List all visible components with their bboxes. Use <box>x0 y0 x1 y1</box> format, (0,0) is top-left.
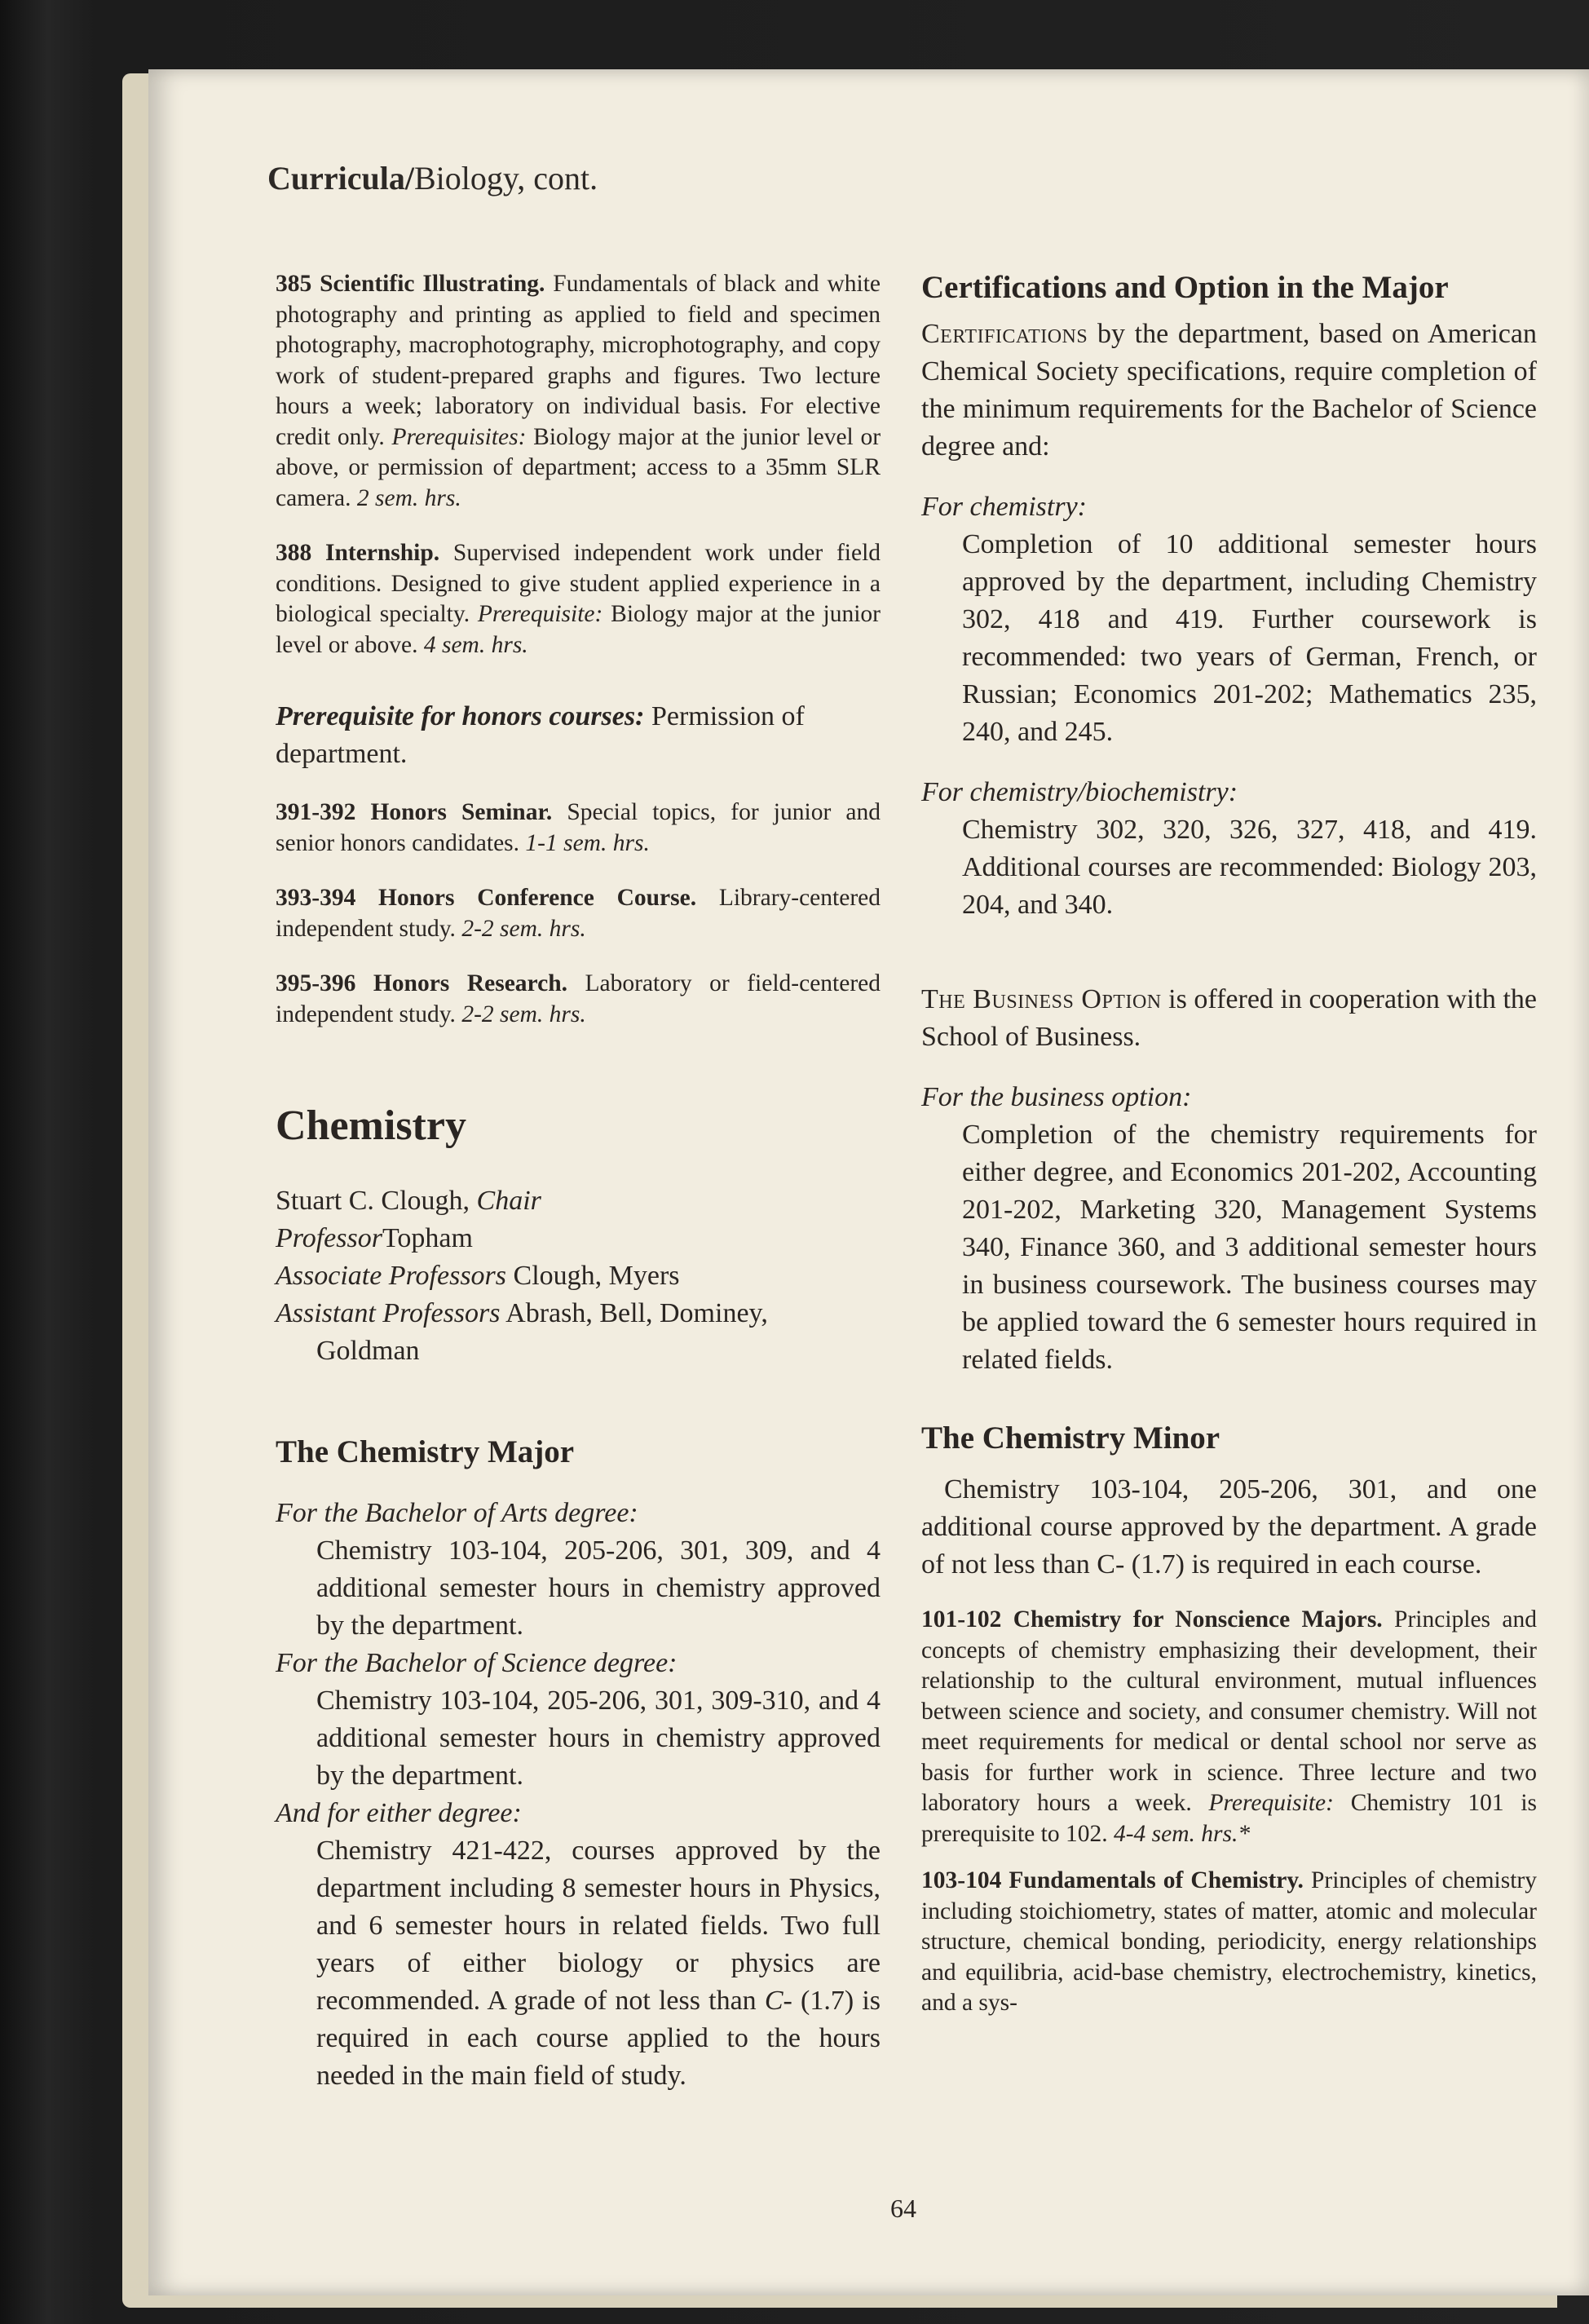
chemistry-cert <box>921 488 1537 751</box>
course-391 <box>276 797 881 859</box>
honors-prerequisite <box>276 698 881 773</box>
professor-names: Topham <box>382 1223 473 1253</box>
either-text-part2: (1.7) is required in each course applied to the hours needed in the main field of study. <box>316 1986 881 2091</box>
course-101-prereq-label: Prerequisite: <box>1208 1790 1334 1816</box>
course-385 <box>276 269 881 514</box>
course-395-body: Laboratory or field-centered independent study. <box>276 970 881 1027</box>
certifications-lead: Certifications <box>921 319 1088 349</box>
course-385-prereq-label: Prerequisites: <box>391 423 527 450</box>
business-requirements <box>921 1079 1537 1379</box>
course-101-prereq: Chemistry 101 is prerequisite to 102. <box>921 1790 1538 1847</box>
associate-names: Clough, Myers <box>513 1261 680 1291</box>
page-number: 64 <box>890 2194 916 2223</box>
course-101-title: 101-102 Chemistry for Nonscience Majors. <box>921 1606 1383 1633</box>
business-option-lead: The Business Option <box>921 984 1162 1014</box>
course-385-title: 385 Scientific Illustrating. <box>276 271 545 297</box>
associate-title: Associate Professors <box>276 1261 507 1291</box>
chemistry-cert-label: For chemistry: <box>921 492 1088 522</box>
business-option <box>921 981 1537 1056</box>
course-393-hours: 2-2 sem. hrs. <box>461 915 586 942</box>
course-395-title: 395-396 Honors Research. <box>276 970 567 996</box>
certifications-heading: Certifications and Option in the Major <box>921 270 1449 305</box>
minor-heading: The Chemistry Minor <box>921 1420 1220 1456</box>
course-388-prereq: Biology major at the junior level or above. <box>276 601 881 658</box>
honors-prereq-label: Prerequisite for honors courses: <box>276 701 645 731</box>
course-388 <box>276 538 881 661</box>
course-388-title: 388 Internship. <box>276 540 440 566</box>
course-391-body: Special topics, for junior and senior honors candidates. <box>276 799 881 856</box>
course-393-title: 393-394 Honors Conference Course. <box>276 885 697 911</box>
either-degree-label: And for either degree: <box>276 1798 522 1828</box>
course-385-hours: 2 sem. hrs. <box>356 484 461 511</box>
ba-degree-label: For the Bachelor of Arts degree: <box>276 1498 638 1528</box>
course-103 <box>921 1866 1537 2019</box>
running-head-section: Curricula/ <box>267 160 414 197</box>
course-391-title: 391-392 Honors Seminar. <box>276 799 553 825</box>
course-395-hours: 2-2 sem. hrs. <box>461 1001 586 1027</box>
course-385-prereq: Biology major at the junior level or above, or permission of department; access to a 35mm SLR camera. <box>276 423 881 511</box>
course-103-body: Principles of chemistry including stoichiometry, states of matter, atomic and molecular structure, chemical bonding, periodicity, energy relationships and equilibria, acid-base chemistry, electrochemistry, kinetics, and a sys- <box>921 1867 1537 2016</box>
professor-title: Professor <box>276 1223 382 1253</box>
course-103-title: 103-104 Fundamentals of Chemistry. <box>921 1867 1304 1893</box>
course-395 <box>276 969 881 1030</box>
left-column <box>276 269 881 2095</box>
course-101 <box>921 1605 1537 1849</box>
major-heading: The Chemistry Major <box>276 1434 575 1469</box>
business-req-text: Completion of the chemistry requirements for either degree, and Economics 201-202, Accounting 201-202, Marketing 320, Management Systems 340, Finance 360, and 3 additional semester hours in business coursework. The business courses may be applied toward the 6 semester hours required in related fields. <box>962 1120 1537 1375</box>
course-101-hours: 4-4 sem. hrs.* <box>1113 1820 1251 1847</box>
department-title: Chemistry <box>276 1102 466 1149</box>
biochem-cert <box>921 774 1537 924</box>
bs-degree-text: Chemistry 103-104, 205-206, 301, 309-310, and 4 additional semester hours in chemistry approved by the department. <box>316 1686 881 1791</box>
either-degree-text <box>276 1832 881 2095</box>
either-grade: C- <box>764 1986 792 2016</box>
course-101-body: Principles and concepts of chemistry emphasizing their development, their relationship to the cultural environment, mutual influences between science and society, and consumer chemistry. Will not meet requirements for medical or dental school nor serve as basis for further work in science. Three lecture and two laboratory hours a week. <box>921 1606 1537 1816</box>
course-388-hours: 4 sem. hrs. <box>423 631 528 658</box>
course-391-hours: 1-1 sem. hrs. <box>525 829 650 856</box>
faculty-list <box>276 1182 881 1370</box>
course-388-body: Supervised independent work under field conditions. Designed to give student applied experience in a biological specialty. <box>276 540 881 627</box>
ba-degree-text: Chemistry 103-104, 205-206, 301, 309, and 4 additional semester hours in chemistry approved by the department. <box>316 1535 881 1641</box>
course-393-body: Library-centered independent study. <box>276 885 881 942</box>
bs-degree-label: For the Bachelor of Science degree: <box>276 1648 678 1678</box>
business-option-body: is offered in cooperation with the School of Business. <box>921 984 1537 1052</box>
assistant-names-cont: Goldman <box>316 1336 420 1366</box>
running-head-subject: Biology, cont. <box>413 160 598 197</box>
chair-name: Stuart C. Clough, <box>276 1186 470 1216</box>
honors-prereq-text: Permission of department. <box>276 701 805 769</box>
certifications-body: by the department, based on American Chemical Society specifications, require completion of the minimum requirements for the Bachelor of Science degree and: <box>921 319 1537 462</box>
certifications-text <box>921 316 1537 466</box>
major-requirements <box>276 1495 881 2095</box>
business-req-label: For the business option: <box>921 1082 1192 1112</box>
assistant-title: Assistant Professors <box>276 1298 501 1328</box>
assistant-names: Abrash, Bell, Dominey, <box>505 1298 768 1328</box>
course-385-body: Fundamentals of black and white photography and printing as applied to field and specimen photography, macrophotography, microphotography, and copy work of student-prepared graphs and figures. Two lecture hours a week; laboratory on individual basis. For elective credit only. <box>276 271 881 450</box>
right-column <box>921 269 1537 2019</box>
running-head <box>267 159 598 197</box>
chair-title: Chair <box>476 1186 541 1216</box>
course-388-prereq-label: Prerequisite: <box>477 601 603 627</box>
biochem-cert-label: For chemistry/biochemistry: <box>921 777 1238 807</box>
minor-text: Chemistry 103-104, 205-206, 301, and one additional course approved by the department. A grade of not less than C- (1.7) is required in each course. <box>921 1474 1537 1580</box>
course-393 <box>276 883 881 944</box>
biochem-cert-text: Chemistry 302, 320, 326, 327, 418, and 419. Additional courses are recommended: Biology 203, 204, and 340. <box>962 815 1537 920</box>
either-text-part1: Chemistry 421-422, courses approved by the department including 8 semester hours in Physics, and 6 semester hours in related fields. Two full years of either biology or physics are recommended. A grade of not less than <box>316 1836 881 2016</box>
chemistry-cert-text: Completion of 10 additional semester hours approved by the department, including Chemistry 302, 418 and 419. Further coursework is recommended: two years of German, French, or Russian; Economics 201-202; Mathematics 235, 240, and 245. <box>962 529 1537 747</box>
